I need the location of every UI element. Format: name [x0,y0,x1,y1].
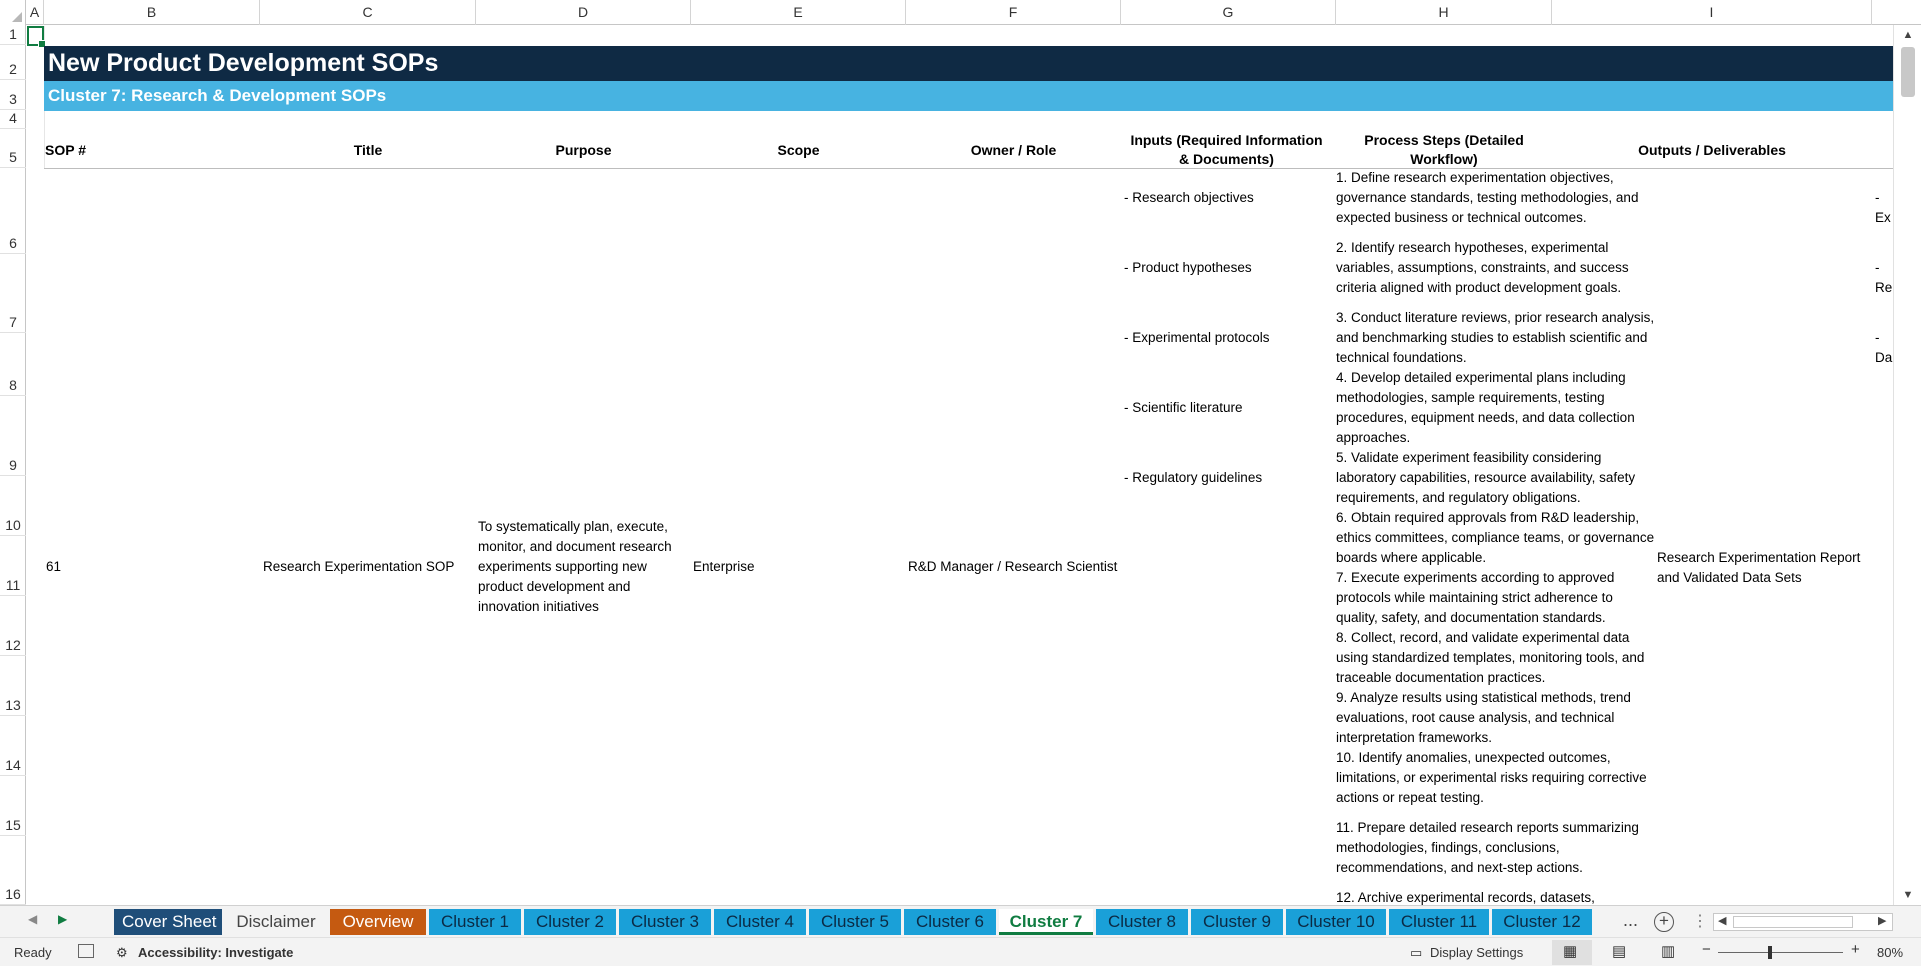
cell-input-item[interactable]: - Regulatory guidelines [1124,470,1263,485]
cell-next-column[interactable]: - Da [1875,330,1893,365]
zoom-slider-thumb[interactable] [1768,946,1772,959]
tab-scroll-right-icon[interactable]: ▶ [58,912,68,926]
cell-owner[interactable]: R&D Manager / Research Scientist [908,559,1118,574]
header-outputs: Outputs / Deliverables [1638,141,1786,158]
tab-cluster-2[interactable]: Cluster 2 [524,909,616,935]
row-header-12[interactable]: 12 [0,596,26,656]
tab-cluster-8[interactable]: Cluster 8 [1096,909,1188,935]
header-purpose: Purpose [555,141,612,158]
sheet-subtitle: Cluster 7: Research & Development SOPs [44,81,1893,111]
row-header-2[interactable]: 2 [0,45,26,80]
scroll-down-icon[interactable]: ▼ [1902,889,1914,901]
sheet-title: New Product Development SOPs [44,46,1893,81]
cell-process-step[interactable]: 3. Conduct literature reviews, prior research analysis, and benchmarking studies to establish scientific and technical foundations. [1336,310,1655,365]
row-header-3[interactable]: 3 [0,80,26,110]
cell-process-step[interactable]: 4. Develop detailed experimental plans including methodologies, sample requirements, testing procedures, equipment needs, and data collection approaches. [1336,370,1635,445]
zoom-out-button[interactable]: − [1702,941,1711,958]
tab-cluster-10[interactable]: Cluster 10 [1286,909,1386,935]
accessibility-status[interactable]: Accessibility: Investigate [138,945,294,960]
zoom-slider[interactable] [1718,952,1843,953]
more-sheets-button[interactable]: ... [1623,910,1639,930]
row-header-14[interactable]: 14 [0,716,26,776]
column-header-i[interactable]: I [1552,0,1872,25]
cell-process-step[interactable]: 1. Define research experimentation objectives, governance standards, testing methodologies, and expected business or technical outcomes. [1336,170,1639,225]
cell-process-step[interactable]: 2. Identify research hypotheses, experimental variables, assumptions, constraints, and success criteria aligned with product development goals. [1336,240,1629,295]
column-header-e[interactable]: E [691,0,906,25]
column-header-c[interactable]: C [260,0,476,25]
cell-input-item[interactable]: - Product hypotheses [1124,260,1252,275]
header-sop-number: SOP # [45,141,86,158]
column-header-a[interactable]: A [26,0,44,25]
horizontal-scroll-thumb[interactable] [1733,916,1853,928]
display-settings-button[interactable]: Display Settings [1430,945,1524,960]
header-scope: Scope [777,141,820,158]
status-ready: Ready [14,945,52,960]
tab-cluster-1[interactable]: Cluster 1 [429,909,521,935]
cell-input-item[interactable]: - Experimental protocols [1124,330,1270,345]
cell-process-step[interactable]: 10. Identify anomalies, unexpected outcomes, limitations, or experimental risks requiring corrective actions or repeat testing. [1336,750,1647,805]
row-header-4[interactable]: 4 [0,110,26,129]
zoom-in-button[interactable]: + [1851,941,1860,958]
worksheet-grid[interactable] [27,26,1893,905]
cell-process-step[interactable]: 11. Prepare detailed research reports summarizing methodologies, findings, conclusions, recommendations, and next-step actions. [1336,820,1639,875]
scroll-right-icon[interactable]: ▶ [1878,915,1887,927]
cell-title[interactable]: Research Experimentation SOP [263,559,455,574]
cell-next-column[interactable]: - Re [1875,260,1893,295]
row-headers [0,25,26,905]
cell-purpose[interactable]: To systematically plan, execute, monitor, and document research experiments supporting new product development and innovation initiatives [478,519,672,614]
row-header-16[interactable]: 16 [0,836,26,905]
cell-sop-number[interactable]: 61 [46,559,62,574]
row-header-9[interactable]: 9 [0,396,26,476]
cell-scope[interactable]: Enterprise [693,559,755,574]
row-header-11[interactable]: 11 [0,536,26,596]
status-bar [0,937,1921,966]
cell-process-step[interactable]: 5. Validate experiment feasibility considering laboratory capabilities, resource availability, safety requirements, and regulatory obligations. [1336,450,1636,505]
tab-cluster-7[interactable]: Cluster 7 [999,909,1093,935]
page-layout-icon[interactable]: ▤ [1612,943,1627,960]
cell-process-step[interactable]: 6. Obtain required approvals from R&D leadership, ethics committees, compliance teams, or governance boards where applicable. [1336,510,1655,565]
sheet-tab-bar [0,905,1921,937]
macro-record-icon[interactable] [78,944,94,958]
tab-cluster-5[interactable]: Cluster 5 [809,909,901,935]
row-header-6[interactable]: 6 [0,168,26,254]
cell-input-item[interactable]: - Scientific literature [1124,400,1243,415]
tab-cluster-9[interactable]: Cluster 9 [1191,909,1283,935]
row-header-1[interactable]: 1 [0,25,26,45]
scroll-left-icon[interactable]: ◀ [1718,915,1727,927]
column-header-h[interactable]: H [1336,0,1552,25]
zoom-level[interactable]: 80% [1877,945,1904,960]
cell-process-step[interactable]: 12. Archive experimental records, datasets, [1336,890,1595,905]
column-header-b[interactable]: B [44,0,260,25]
header-owner: Owner / Role [970,141,1057,158]
tab-cluster-4[interactable]: Cluster 4 [714,909,806,935]
tab-cluster-3[interactable]: Cluster 3 [619,909,711,935]
cell-outputs[interactable]: Research Experimentation Report and Validated Data Sets [1657,550,1861,585]
display-settings-icon[interactable]: ▭ [1410,945,1423,960]
header-process-steps: Process Steps (Detailed Workflow) [1364,132,1524,167]
row-header-13[interactable]: 13 [0,656,26,716]
cell-process-step[interactable]: 7. Execute experiments according to approved protocols while maintaining strict adherence to quality, safety, and documentation standards. [1336,570,1615,625]
active-cell-a1[interactable] [27,26,44,46]
row-header-8[interactable]: 8 [0,333,26,396]
vertical-scrollbar[interactable] [1893,25,1921,905]
accessibility-icon[interactable]: ⚙ [116,945,128,960]
tab-cover-sheet[interactable]: Cover Sheet [114,909,222,935]
cell-process-step[interactable]: 9. Analyze results using statistical methods, trend evaluations, root cause analysis, and technical interpretation frameworks. [1336,690,1631,745]
cell-next-column[interactable]: - Ex [1875,190,1891,225]
column-headers [0,0,1921,25]
add-sheet-button[interactable]: + [1654,912,1674,932]
row-header-7[interactable]: 7 [0,254,26,333]
page-break-preview-icon[interactable]: ▥ [1661,943,1676,960]
column-header-f[interactable]: F [906,0,1121,25]
header-inputs: Inputs (Required Information & Documents) [1130,132,1323,167]
cell-input-item[interactable]: - Research objectives [1124,190,1254,205]
tab-overview[interactable]: Overview [330,909,426,935]
column-header-g[interactable]: G [1121,0,1336,25]
cell-process-step[interactable]: 8. Collect, record, and validate experimental data using standardized templates, monitoring tools, and traceable documentation practices. [1336,630,1645,685]
tab-disclaimer[interactable]: Disclaimer [225,909,327,935]
row-header-10[interactable]: 10 [0,476,26,536]
column-header-d[interactable]: D [476,0,691,25]
normal-view-icon: ▦ [1563,943,1578,960]
tab-scroll-left-icon[interactable]: ◀ [28,912,38,926]
header-title: Title [353,141,383,158]
tab-cluster-6[interactable]: Cluster 6 [904,909,996,935]
select-all-corner[interactable] [0,0,26,25]
tab-cluster-11[interactable]: Cluster 11 [1389,909,1489,935]
row-header-5[interactable]: 5 [0,129,26,168]
row-header-15[interactable]: 15 [0,776,26,836]
tab-cluster-12[interactable]: Cluster 12 [1492,909,1592,935]
tab-splitter-icon[interactable]: ⋮ [1692,913,1708,930]
vertical-scroll-thumb[interactable] [1901,47,1915,97]
scroll-up-icon[interactable]: ▲ [1902,29,1914,41]
